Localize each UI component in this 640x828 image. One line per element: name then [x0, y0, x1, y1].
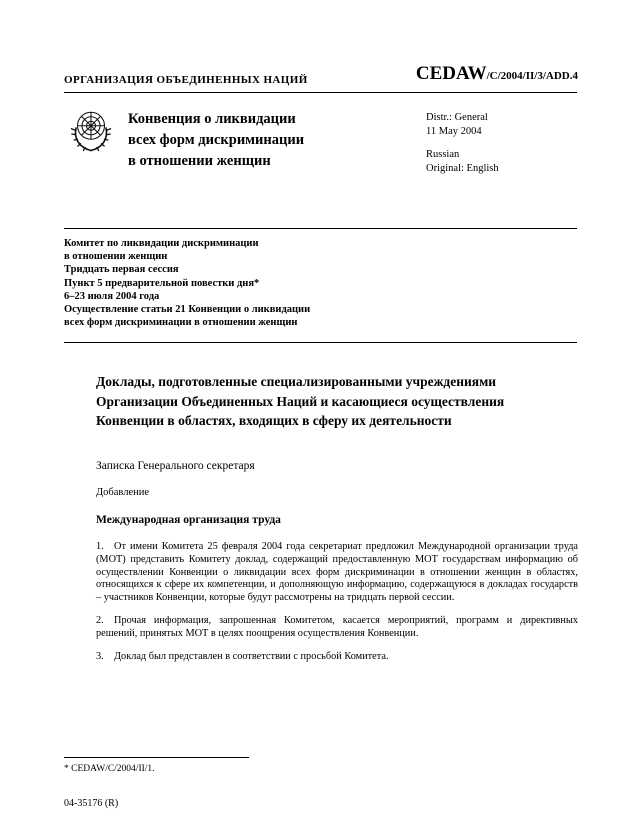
document-symbol-main: CEDAW — [415, 63, 487, 84]
committee-line: Комитет по ликвидации дискриминации — [64, 238, 259, 249]
paragraph-1: 1. От имени Комитета 25 февраля 2004 года секретариат предложил Международной организации труда (МОТ) представить Комитету доклад, содержащий предоставленную МОТ государствам информацию об осуществлении Конвенции о ликвидации всех форм дискриминации в отношении женщин в областях, относящихся к сфере их компетенции, и дополняющую информацию, содержащуюся в докладах государств – участников Конвенции, которые будут рассмотрены на тридцать первой сессии. — [96, 541, 578, 604]
agenda-item-line: Пункт 5 предварительной повестки дня* — [64, 277, 260, 289]
document-symbol — [416, 63, 578, 85]
footnote-divider — [64, 757, 249, 758]
document-symbol-rest: /C/2004/II/3/ADD.4 — [486, 70, 578, 82]
paragraph-2: 2. Прочая информация, запрошенная Комитетом, касается мероприятий, программ и директивных решений, принятых МОТ в целях поощрения осуществления Конвенции. — [96, 614, 578, 639]
convention-title-line: Конвенция о ликвидации — [128, 111, 296, 127]
distr-language: Russian — [426, 149, 460, 160]
convention-title-line: в отношении женщин — [128, 153, 271, 169]
distr-type: Distr.: General — [426, 112, 488, 123]
un-emblem-icon — [67, 105, 115, 157]
job-number: 04-35176 (R) — [64, 798, 119, 809]
distribution-block — [426, 111, 499, 176]
header-divider — [64, 92, 577, 93]
committee-divider — [64, 342, 577, 343]
ilo-section-heading: Международная организация труда — [96, 514, 281, 526]
body-paragraphs — [96, 541, 578, 673]
convention-title — [128, 109, 378, 172]
footnote-text: * CEDAW/C/2004/II/1. — [64, 764, 155, 774]
distr-original: Original: English — [426, 163, 499, 174]
committee-line: в отношении женщин — [64, 251, 168, 263]
session-line: Тридцать первая сессия — [64, 264, 179, 276]
committee-block — [64, 237, 310, 329]
session-dates-line: 6–23 июля 2004 года — [64, 290, 160, 302]
article-line: Осуществление статьи 21 Конвенции о ликвидации — [64, 304, 311, 316]
article-line: всех форм дискриминации в отношении женщин — [64, 317, 298, 329]
convention-title-line: всех форм дискриминации — [128, 132, 305, 148]
header-org-name: ОРГАНИЗАЦИЯ ОБЪЕДИНЕННЫХ НАЦИЙ — [64, 74, 308, 86]
report-title: Доклады, подготовленные специализированными учреждениями Организации Объединенных Наций и касающиеся осуществления Конвенции в областях, входящих в сферу их деятельности — [96, 374, 505, 428]
paragraph-3: 3. Доклад был представлен в соответствии с просьбой Комитета. — [96, 650, 389, 662]
spacer — [426, 139, 499, 148]
addendum-label: Добавление — [96, 487, 150, 498]
secretary-general-note: Записка Генерального секретаря — [96, 460, 255, 472]
masthead-divider — [64, 228, 577, 229]
distr-date: 11 May 2004 — [426, 126, 482, 137]
